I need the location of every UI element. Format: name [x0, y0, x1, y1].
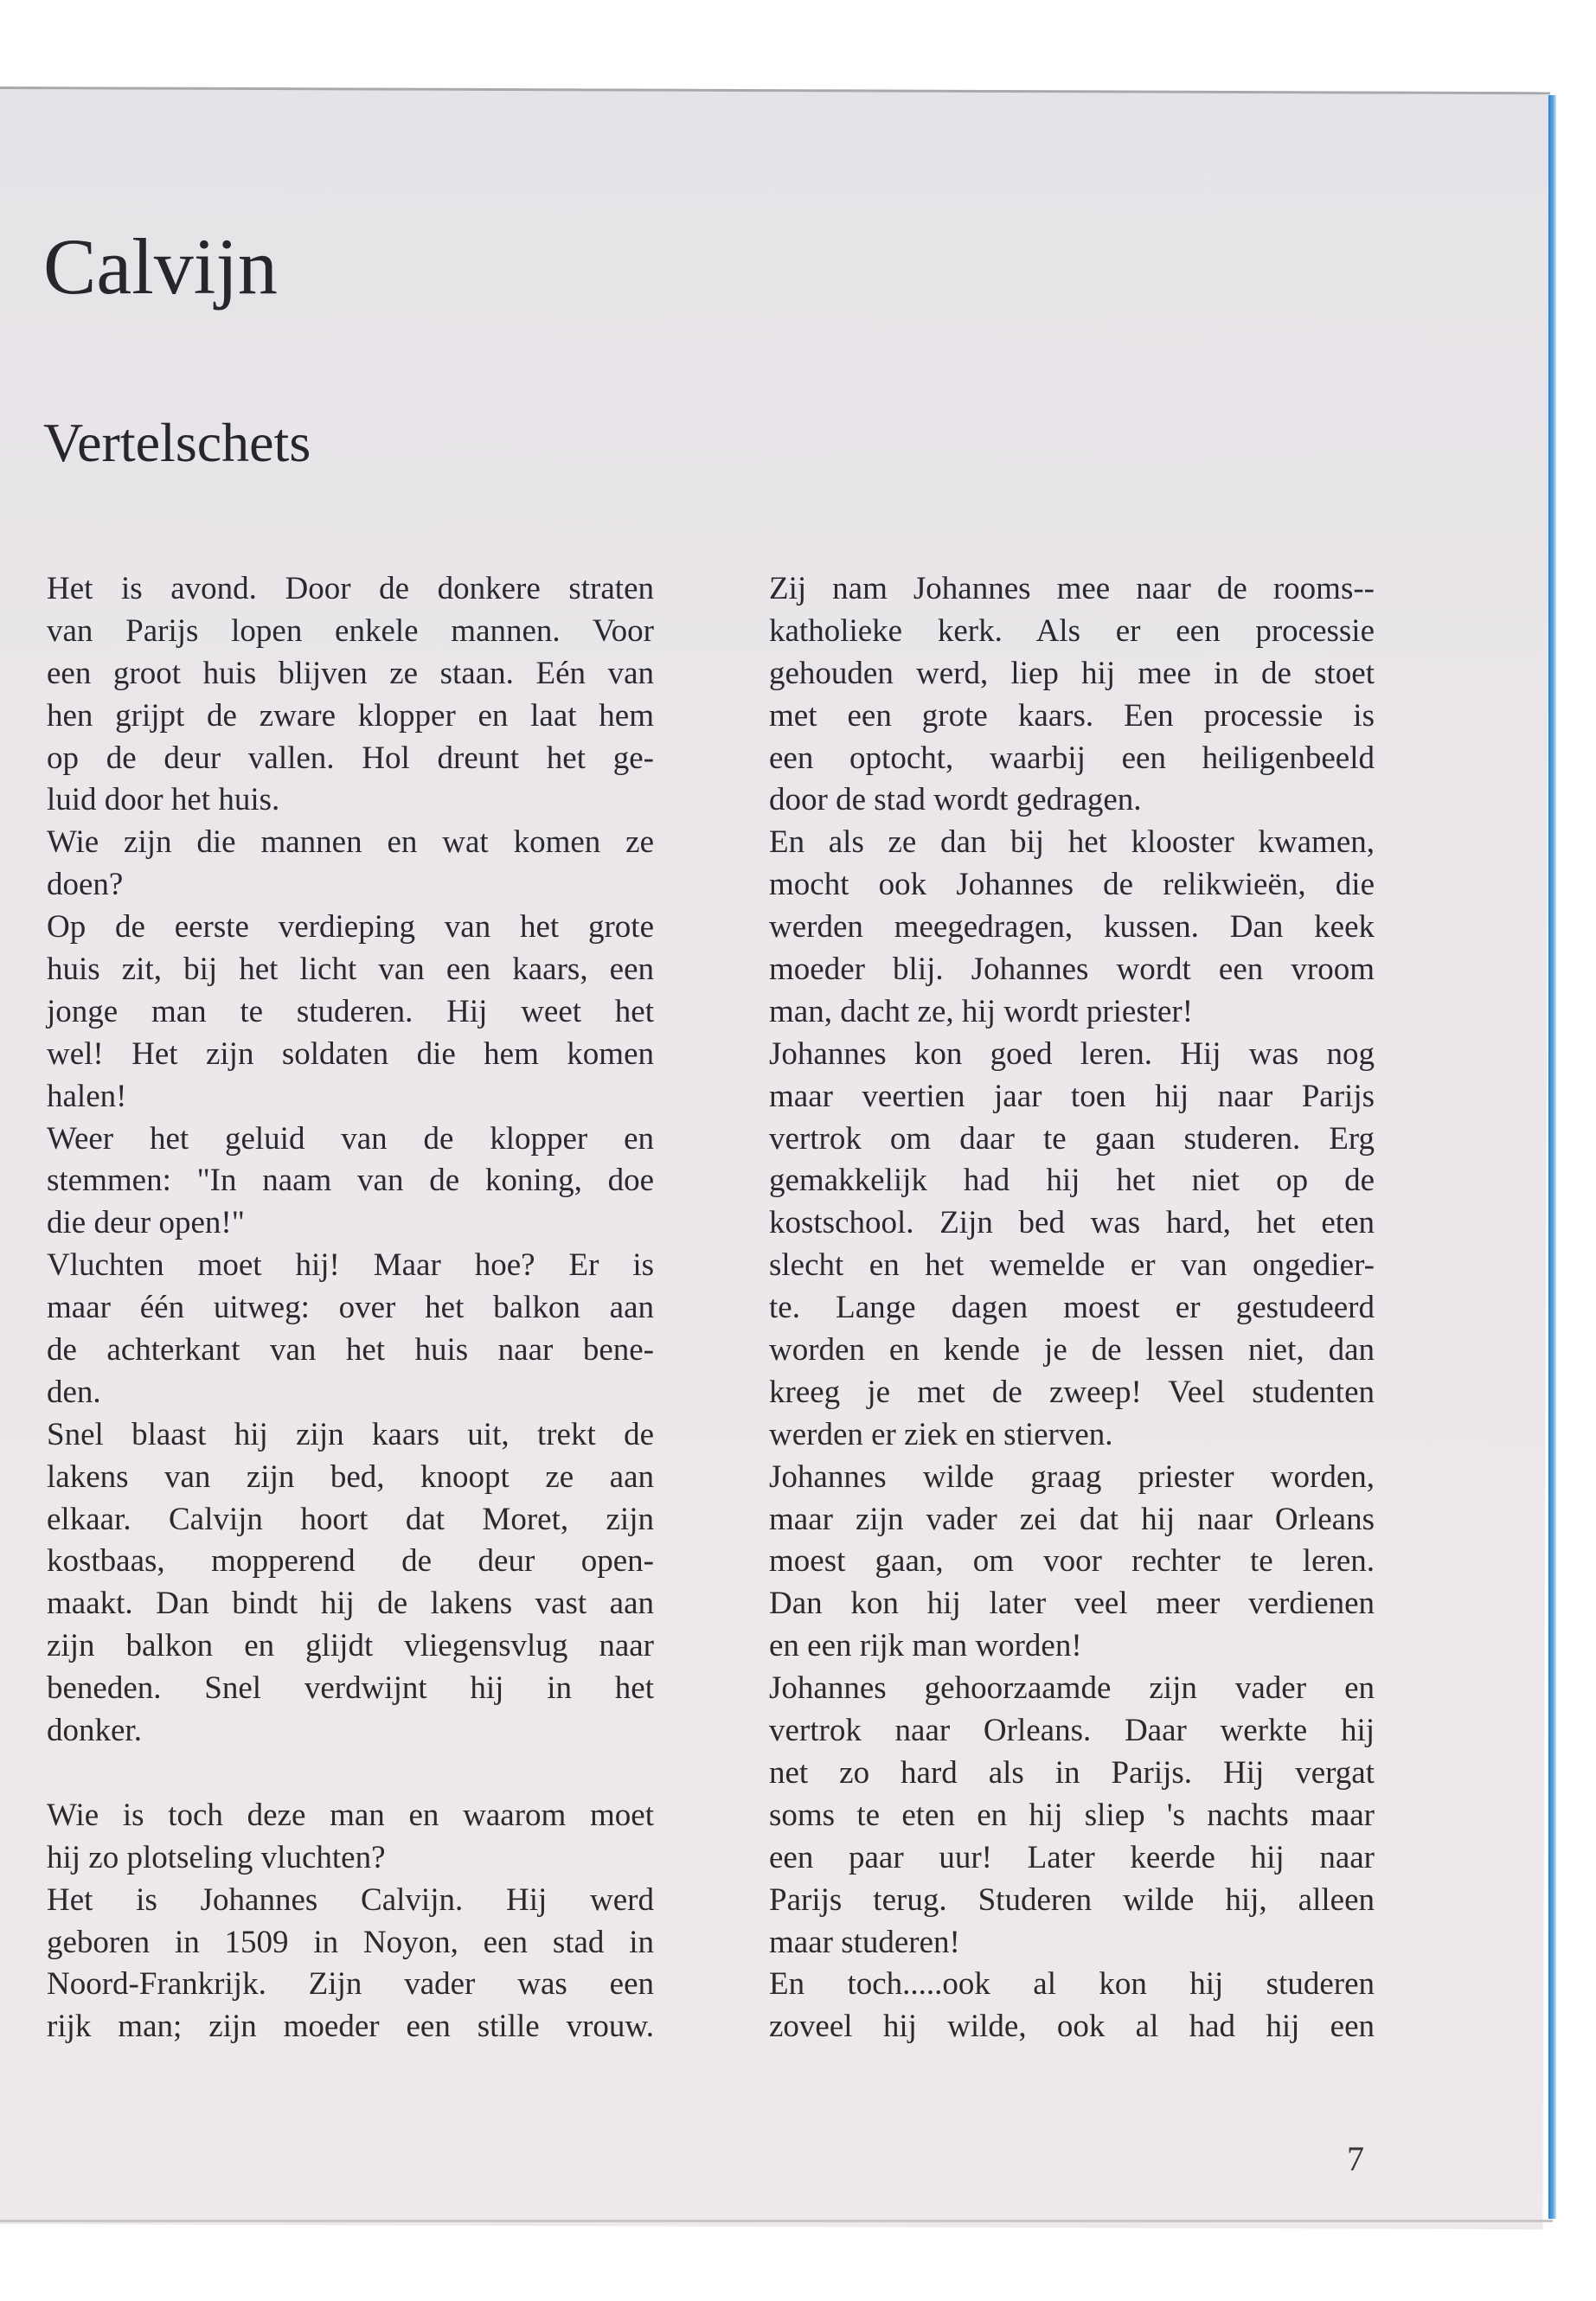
text-line: maar één uitweg: over het balkon aan — [47, 1290, 654, 1326]
text-line: Zij nam Johannes mee naar de rooms-- — [769, 571, 1375, 606]
text-line: werden er ziek en stierven. — [769, 1416, 1113, 1452]
text-line: een paar uur! Later keerde hij naar — [769, 1839, 1375, 1875]
paragraph — [47, 1414, 654, 1753]
text-line: Wie is toch deze man en waarom moet — [47, 1797, 654, 1833]
paragraph — [769, 822, 1375, 1033]
text-line: En toch.....ook al kon hij studeren — [769, 1966, 1375, 2003]
text-line: maakt. Dan bindt hij de lakens vast aan — [47, 1586, 654, 1622]
text-line: elkaar. Calvijn hoort dat Moret, zijn — [47, 1501, 654, 1537]
paragraph — [47, 1753, 654, 1795]
text-line: met een grote kaars. Een processie is — [769, 697, 1375, 734]
text-line: moeder blij. Johannes wordt een vroom — [769, 952, 1375, 988]
text-line: lakens van zijn bed, knoopt ze aan — [47, 1458, 654, 1495]
paragraph — [769, 1034, 1375, 1457]
paragraph — [769, 1457, 1375, 1668]
text-line: Dan kon hij later veel meer verdienen — [769, 1586, 1375, 1622]
text-line: beneden. Snel verdwijnt hij in het — [47, 1670, 654, 1707]
paragraph — [47, 568, 654, 822]
page-subtitle: Vertelschets — [43, 412, 311, 473]
text-line: te. Lange dagen moest er gestudeerd — [769, 1290, 1375, 1326]
text-line: halen! — [47, 1078, 127, 1114]
text-line: kreeg je met de zweep! Veel studenten — [769, 1374, 1375, 1410]
paragraph — [47, 1118, 654, 1246]
paragraph — [769, 1964, 1375, 2048]
text-line: vertrok om daar te gaan studeren. Erg — [769, 1120, 1375, 1157]
paragraph — [769, 568, 1375, 822]
right-column — [769, 568, 1375, 2048]
text-line: wel! Het zijn soldaten die hem komen — [47, 1035, 654, 1072]
paragraph — [47, 822, 654, 907]
text-line: een groot huis blijven ze staan. Eén van — [47, 655, 654, 691]
text-line: luid door het huis. — [47, 782, 280, 818]
text-line: Op de eerste verdieping van het grote — [47, 909, 654, 945]
text-line: hen grijpt de zware klopper en laat hem — [47, 697, 654, 734]
text-line: mocht ook Johannes de relikwieën, die — [769, 867, 1375, 903]
text-line: stemmen: "In naam van de koning, doe — [47, 1163, 654, 1199]
text-line: Johannes kon goed leren. Hij was nog — [769, 1035, 1375, 1072]
text-line: die deur open!" — [47, 1205, 245, 1241]
text-line: Noord-Frankrijk. Zijn vader was een — [47, 1966, 654, 2003]
text-line: rijk man; zijn moeder een stille vrouw. — [47, 2009, 654, 2045]
text-line: en een rijk man worden! — [769, 1628, 1082, 1664]
text-line: op de deur vallen. Hol dreunt het ge- — [47, 740, 654, 776]
left-column — [47, 568, 654, 2048]
text-line: hij zo plotseling vluchten? — [47, 1839, 386, 1875]
text-line: Vluchten moet hij! Maar hoe? Er is — [47, 1247, 654, 1284]
text-line: van Parijs lopen enkele mannen. Voor — [47, 612, 654, 649]
text-line: door de stad wordt gedragen. — [769, 782, 1142, 818]
text-line: vertrok naar Orleans. Daar werkte hij — [769, 1713, 1375, 1749]
text-line: katholieke kerk. Als er een processie — [769, 612, 1375, 649]
text-line: man, dacht ze, hij wordt priester! — [769, 993, 1194, 1029]
text-line: maar studeren! — [769, 1924, 960, 1960]
text-line: werden meegedragen, kussen. Dan keek — [769, 909, 1375, 945]
text-line: een optocht, waarbij een heiligenbeeld — [769, 740, 1375, 776]
text-line: de achterkant van het huis naar bene- — [47, 1332, 654, 1368]
text-line: moest gaan, om voor rechter te leren. — [769, 1543, 1375, 1580]
text-line: jonge man te studeren. Hij weet het — [47, 993, 654, 1029]
text-line: zoveel hij wilde, ook al had hij een — [769, 2009, 1375, 2045]
page-bottom-edge — [0, 2220, 1553, 2222]
text-line: gehouden werd, liep hij mee in de stoet — [769, 655, 1375, 691]
text-line: Snel blaast hij zijn kaars uit, trekt de — [47, 1416, 654, 1452]
paragraph — [47, 907, 654, 1118]
page-edge-blue — [1548, 95, 1556, 2219]
text-line: Johannes wilde graag priester worden, — [769, 1458, 1375, 1495]
text-line: worden en kende je de lessen niet, dan — [769, 1332, 1375, 1368]
text-line: Het is avond. Door de donkere straten — [47, 571, 654, 606]
text-line: soms te eten en hij sliep 's nachts maar — [769, 1797, 1375, 1833]
text-line: maar veertien jaar toen hij naar Parijs — [769, 1078, 1375, 1114]
text-line: net zo hard als in Parijs. Hij vergat — [769, 1754, 1375, 1791]
page-title: Calvijn — [43, 222, 278, 311]
text-line: maar zijn vader zei dat hij naar Orleans — [769, 1501, 1375, 1537]
text-line: doen? — [47, 867, 124, 903]
text-line: Parijs terug. Studeren wilde hij, alleen — [769, 1881, 1375, 1918]
paragraph — [47, 1795, 654, 1880]
text-line: Het is Johannes Calvijn. Hij werd — [47, 1881, 654, 1918]
text-line: Wie zijn die mannen en wat komen ze — [47, 824, 654, 861]
text-line: den. — [47, 1374, 101, 1410]
text-line: kostbaas, mopperend de deur open- — [47, 1543, 654, 1580]
text-line: gemakkelijk had hij het niet op de — [769, 1163, 1375, 1199]
text-line: zijn balkon en glijdt vliegensvlug naar — [47, 1628, 654, 1664]
paragraph — [47, 1880, 654, 2049]
text-line: geboren in 1509 in Noyon, een stad in — [47, 1924, 654, 1960]
text-line: En als ze dan bij het klooster kwamen, — [769, 824, 1375, 861]
text-line: donker. — [47, 1713, 142, 1749]
text-line: slecht en het wemelde er van ongedier- — [769, 1247, 1375, 1284]
text-line: Weer het geluid van de klopper en — [47, 1120, 654, 1157]
text-line: huis zit, bij het licht van een kaars, een — [47, 952, 654, 988]
paragraph — [769, 1668, 1375, 1964]
text-line: kostschool. Zijn bed was hard, het eten — [769, 1205, 1375, 1241]
text-line: Johannes gehoorzaamde zijn vader en — [769, 1670, 1375, 1707]
page-number: 7 — [1347, 2139, 1364, 2178]
paragraph — [47, 1245, 654, 1414]
